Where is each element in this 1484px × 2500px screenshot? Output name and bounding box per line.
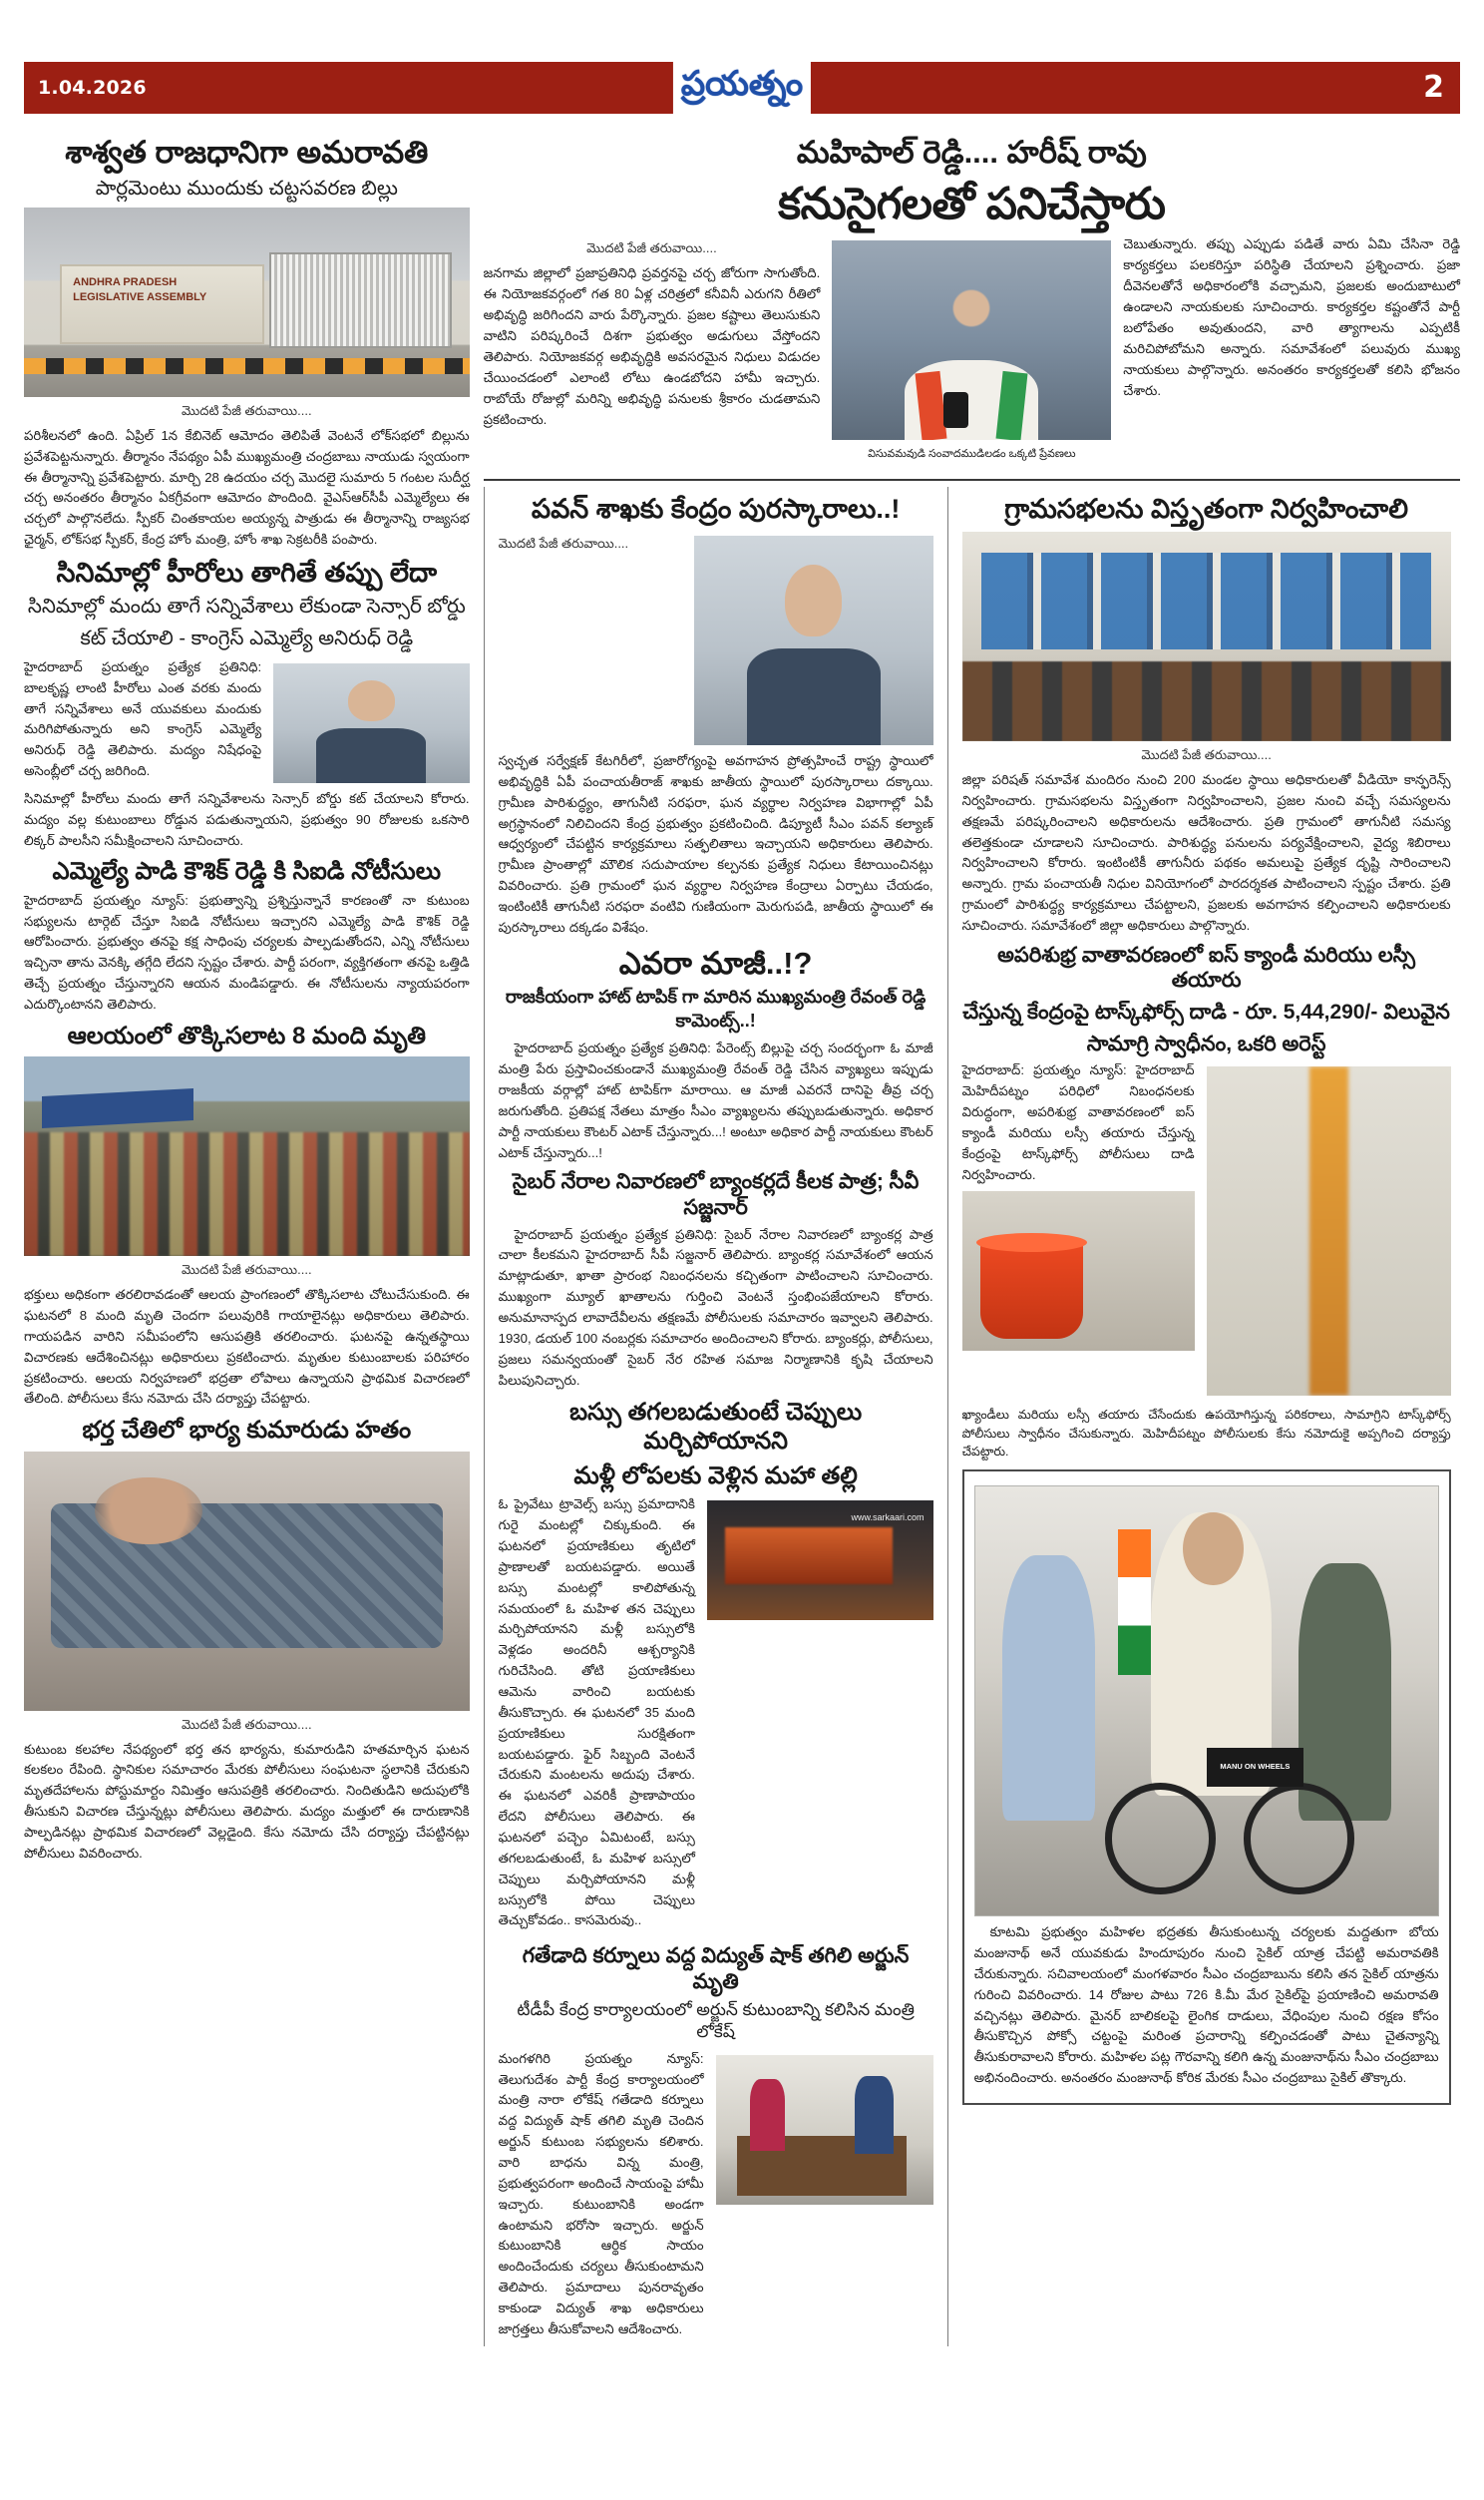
person-head [785,565,843,635]
story-body: హైదరాబాద్ ప్రయత్నం న్యూస్: ప్రభుత్వాన్ని ప్రశ్నిస్తున్నానే కారణంతో నా కుటుంబ సభ్యులను టార్గెట్ చేస్తూ సిఐడి నోటీసులు ఇచ్చారని ఎమ్మెల్యే పాడి కౌశిక్ రెడ్డి ఆరోపించారు. ప్రభుత్వం తనపై కక్ష సాధింపు చర్యలకు పాల్పడుతోందని, ఎన్ని నోటీసులు ఇచ్చినా తాను వెనక్కి తగ్గేది లేదని స్పష్టం చేశారు. పార్టీ పరంగా, వ్యక్తిగతంగా తనపై ఒత్తిడి తెచ్చే ప్రయత్నం చేస్తున్నారని ఆయన మండిపడ్డారు. ఈ నోటీసులను న్యాయపరంగా ఎదుర్కొంటానని తెలిపారు. [24,892,470,1013]
story-kaushik-reddy-cid-notice [24,857,470,1015]
top-lead-story [484,134,1460,481]
bus-photo-wrap [707,1494,933,1626]
story-body: మంగళగిరి ప్రయత్నం న్యూస్: తెలుగుదేశం పార్టీ కేంద్ర కార్యాలయంలో మంత్రి నారా లోకేష్ గతేడాది కర్నూలు వద్ద విద్యుత్ షాక్ తగిలి మృతి చెందిన అర్జున్ కుటుంబ సభ్యులను కలిశారు. వారి బాధను విన్న మంత్రి, ప్రభుత్వపరంగా అందించే సాయంపై హామీ ఇచ్చారు. కుటుంబానికి అండగా ఉంటామని భరోసా ఇచ్చారు. అర్జున్ కుటుంబానికి ఆర్థిక సాయం అందించేందుకు చర్యలు తీసుకుంటామని తెలిపారు. ప్రమాదాలు పునరావృతం కాకుండా విద్యుత్ శాఖ అధికారులు జాగ్రత్తలు తీసుకోవాలని ఆదేశించారు. [498,2050,704,2336]
story-headline: సినిమాల్లో హీరోలు తాగితే తప్పు లేదా [56,557,438,588]
person-right [1298,1563,1391,1821]
story-taskforce-raid-ice-candy [962,943,1451,1461]
story-lead-text [962,1060,1195,1357]
bicycle-placard [1207,1748,1303,1787]
person-torso [747,648,881,745]
story-headline: ఆలయంలో తొక్కిసలాట 8 మంది మృతి [67,1022,427,1049]
story-body: హైదరాబాద్ ప్రయత్నం ప్రత్యేక ప్రతినిధి: బాలకృష్ణ లాంటి హీరోలు ఎంత వరకు మందు తాగే సన్నివేశాలు అనే యువకులు మందుకు మరిగిపోతున్నారు అని కాంగ్రెస్ ఎమ్మెల్యే అనిరుధ్ రెడ్డి తెలిపారు. మద్యం నిషేధంపై అసెంబ్లీలో చర్చ జరిగింది. [24,658,262,779]
story-subhead-line-1: సినిమాల్లో మందు తాగే సన్నివేశాలు లేకుండా సెన్సార్ బోర్డు [27,595,466,618]
photo-caption: ఖ్యాండీలు మరియు లస్సీ తయారు చేసేందుకు ఉపయోగిస్తున్న పరికరాలు, సామాగ్రిని టాస్క్‌ఫోర్స్ పోలీసులు స్వాధీనం చేసుకున్నారు. మెహిదీపట్నం పోలీసులకు కేసు నమోదుకై అప్పగించి దర్యాప్తు చేపట్టారు. [961,1408,1451,1459]
story-subhead: టీడీపీ కేంద్ర కార్యాలయంలో అర్జున్ కుటుంబాన్ని కలిసిన మంత్రి లోకేష్ [517,1999,915,2041]
story-body: హైదరాబాద్: ప్రయత్నం న్యూస్: హైదరాబాద్ మెహిదీపట్నం పరిధిలో నిబంధనలకు విరుద్ధంగా, అపరిశుభ్ర వాతావరణంలో ఐస్ క్యాండీ మరియు లస్సీ తయారు చేస్తున్న కేంద్రంపై టాస్క్‌ఫోర్స్ పోలీసులు దాడి నిర్వహించారు. [961,1062,1195,1182]
story-body: జిల్లా పరిషత్ సమావేశ మందిరం నుంచి 200 మండల స్థాయి అధికారులతో వీడియో కాన్ఫరెన్స్ నిర్వహించారు. గ్రామసభలను విస్తృతంగా నిర్వహించాలని, ప్రజల నుంచి వచ్చే సమస్యలను తక్షణమే పరిష్కరించాలని అధికారులను ఆదేశించారు. ప్రతి గ్రామంలో తాగునీటి సమస్య తలెత్తకుండా చూడాలని సూచించారు. పారిశుద్ధ్య పనులను పర్యవేక్షించాలని, వైద్య శిబిరాలు నిర్వహించాలని కోరారు. ఇంటింటికీ తాగునీరు పథకం అమలుపై ప్రత్యేక దృష్టి సారించాలని అన్నారు. గ్రామ పంచాయతీ నిధుల వినియోగంలో పారదర్శకత పాటించాలని స్పష్టం చేశారు. ప్రతి గ్రామంలో పారిశుద్ధ్య కార్యక్రమాలు చేపట్టాలని, ప్రజలకు అవగాహన కల్పించాలని అధికారులకు సూచించారు. సమావేశంలో జిల్లా అధికారులు పాల్గొన్నారు. [961,771,1451,933]
andhra-pradesh-legislative-assembly-photo [24,208,470,397]
story-headline: సైబర్ నేరాల నివారణలో బ్యాంకర్లదే కీలక పాత్ర; సీవీ సజ్జనార్ [512,1170,920,1220]
story-body-continued: సినిమాల్లో హీరోలు మందు తాగే సన్నివేశాలను సెన్సార్ బోర్డు కట్ చేయాలని కోరారు. మద్యం వల్ల కుటుంబాలు రోడ్డున పడుతున్నాయని, ప్రభుత్వం 90 రోజులకు ఒకసారి లిక్కర్ పాలసీని సమీక్షించాలని సూచించారు. [24,790,470,848]
newspaper-logo [673,56,811,114]
story-headline-line-1: బస్సు తగలబడుతుంటే చెప్పులు మర్చిపోయానని [569,1398,863,1455]
person-center-face [1183,1512,1243,1585]
seized-bucket-photo [962,1191,1195,1351]
story-cyclist-meets-cm [962,1469,1451,2105]
right-side-wrap [484,128,1460,2422]
story-body: హైదరాబాద్ ప్రయత్నం ప్రత్యేక ప్రతినిధి: సైబర్ నేరాల నివారణలో బ్యాంకర్ల పాత్ర చాలా కీలకమని హైదరాబాద్ సీపీ సజ్జనార్ తెలిపారు. బ్యాంకర్ల సమావేశంలో ఆయన మాట్లాడుతూ, ఖాతా ప్రారంభ నిబంధనలను కచ్చితంగా పాటించాలని సూచించారు. ముఖ్యంగా మ్యూల్ ఖాతాలను గుర్తించి వెంటనే స్తంభింపజేయాలని కోరారు. అనుమానాస్పద లావాదేవీలను తక్షణమే పోలీసులకు సమాచారం ఇవ్వాలని తెలిపారు. 1930, డయల్ 100 నంబర్లకు సమాచారం అందించాలని కోరారు. బ్యాంకర్లు, పోలీసులు, ప్రజలు సమన్వయంతో సైబర్ నేర రహిత సమాజ నిర్మాణానికి కృషి చేయాలని పిలుపునిచ్చారు. [498,1226,933,1388]
top-story-photo-wrap [832,234,1111,469]
story-wife-son-killed [24,1416,470,1864]
story-body: కూటమి ప్రభుత్వం మహిళల భద్రతకు తీసుకుంటున్న చర్యలకు మద్దతుగా బోయ మంజునాథ్ అనే యువకుడు హిందూపురం నుంచి సైకిల్ యాత్ర చేపట్టి అమరావతికి చేరుకున్నారు. సచివాలయంలో మంగళవారం సీఎం చంద్రబాబును కలిసి తన సైకిల్ యాత్రను గురించి వివరించారు. 14 రోజుల పాటు 726 కి.మీ మేర సైకిల్‌పై ప్రయాణించి అమరావతి వచ్చినట్లు తెలిపారు. మైనర్ బాలికలపై లైంగిక దాడులు, వేధింపుల నుంచి రక్షణ కోసం తీసుకొచ్చిన పోక్సో చట్టంపై మరింత ప్రచారాన్ని కల్పించడంతో పాటు చైతన్యాన్ని తీసుకురావాలని కోరారు. మహిళల పట్ల గౌరవాన్ని కలిగి ఉన్న మంజునాథ్‌ను సీఎం చంద్రబాబు అభినందించారు. అనంతరం మంజునాథ్ కోరిక మేరకు సీఎం చంద్రబాబు సైకిల్ తొక్కారు. [973,1924,1439,2086]
continued-from-label: మొదటి పేజీ తరువాయి.... [1141,746,1272,762]
leader-press-meet-photo [832,240,1111,440]
story-headline: గతేడాది కర్నూలు వద్ద విద్యుత్ షాక్ తగిలి అర్జున్ మృతి [522,1944,910,1993]
story-body: ఓ ప్రైవేటు ట్రావెల్స్ బస్సు ప్రమాదానికి గురై మంటల్లో చిక్కుకుంది. ఈ ఘటనలో ప్రయాణికులు తృటిలో ప్రాణాలతో బయటపడ్డారు. అయితే బస్సు మంటల్లో కాలిపోతున్న సమయంలో ఓ మహిళ తన చెప్పులు మర్చిపోయానని మళ్లీ బస్సులోకి వెళ్లడం అందరినీ ఆశ్చర్యానికి గురిచేసింది. తోటి ప్రయాణికులు ఆమెను వారించి బయటకు తీసుకొచ్చారు. ఈ ఘటనలో 35 మంది ప్రయాణికులు సురక్షితంగా బయటపడ్డారు. ఫైర్ సిబ్బంది వెంటనే చేరుకుని మంటలను అదుపు చేశారు. ఈ ఘటనలో ఎవరికీ ప్రాణాపాయం లేదని పోలీసులు తెలిపారు. ఈ ఘటనలో పచ్చెం ఏమిటంటే, బస్సు తగలబడుతుంటే, ఓ మహిళ బస్సులో చెప్పులు మర్చిపోయానని మళ్లీ బస్సులోకి పోయి చెప్పులు తెచ్చుకోవడం.. కాసమెరువు.. [498,1496,695,1928]
story-body: జనగామ జిల్లాలో ప్రజాప్రతినిధి ప్రవర్తనపై చర్చ జోరుగా సాగుతోంది. ఈ నియోజకవర్గంలో గత 80 ఏళ్ల చరిత్రలో కనీవినీ ఎరుగని రీతిలో అభివృద్ధి జరిగిందని వారు పేర్కొన్నారు. ప్రజల కష్టాలు తెలుసుకుని వాటిని పరిష్కరించే దిశగా ప్రభుత్వం అడుగులు వేస్తోందని తెలిపారు. నియోజకవర్గ అభివృద్ధికి అవసరమైన నిధులు విడుదల చేయించడంలో ఎలాంటి లోటు ఉండబోదని హామీ ఇచ్చారు. రాబోయే రోజుల్లో మరిన్ని అభివృద్ధి పనులకు శ్రీకారం చుడతామని ప్రకటించారు. [483,265,821,427]
story-body: స్వచ్ఛత సర్వేక్షణ్ కేటగిరీలో, ప్రజారోగ్యంపై అవగాహన ప్రోత్సహించే రాష్ట్ర స్థాయిలో అభివృద్ధికి ఏపీ పంచాయతీరాజ్ శాఖకు జాతీయ స్థాయిలో పురస్కారాలు దక్కాయి. గ్రామీణ పారిశుద్ధ్యం, తాగునీటి సరఫరా, ఘన వ్యర్థాల నిర్వహణ విభాగాల్లో ఏపీ అగ్రస్థానంలో నిలిచిందని కేంద్ర ప్రభుత్వం ప్రకటించింది. డిప్యూటీ సీఎం పవన్ కల్యాణ్ ఆధ్వర్యంలో చేపట్టిన కార్యక్రమాలు సత్ఫలితాలు ఇచ్చాయని అధికారులు తెలిపారు. గ్రామీణ ప్రాంతాల్లో మౌలిక సదుపాయాల కల్పనకు ప్రత్యేక నిధులు కేటాయించినట్లు వివరించారు. ప్రతి గ్రామంలో ఘన వ్యర్థాల నిర్వహణ కేంద్రాలు ఏర్పాటు చేయడం, ఇంటింటికీ తాగునీటి సరఫరా వంటివి గుణియంగా మెరుగుపడి, జాతీయ స్థాయిలో ఈ పురస్కారాలు దక్కడం విశేషం. [498,752,933,935]
burnt-bus-photo [707,1500,933,1620]
anirudh-reddy-photo [273,663,470,783]
story-headline-line-2: మళ్లీ లోపలకు వెళ్లిన మహా తల్లి [573,1462,858,1490]
story-headline: శాశ్వత రాజధానిగా అమరావతి [65,135,429,170]
story-subhead: రాజకీయంగా హాట్ టాపిక్ గా మారిన ముఖ్యమంత్రి రేవంత్ రెడ్డి కామెంట్స్..! [505,987,927,1031]
story-lead-wrap [962,1060,1451,1402]
newspaper-logo-text: ప్రయత్నం [680,63,804,104]
continued-from-label: మొదటి పేజీ తరువాయి.... [586,240,717,256]
story-amaravati-capital [24,134,470,551]
placard-line-1: MANU ON WHEELS [1220,1762,1291,1772]
person-torso [316,728,426,783]
story-who-is-the-ex-minister [499,945,933,1164]
pawan-photo-wrap [694,530,933,751]
section-divider [484,479,1460,481]
indian-flag-icon [1118,1529,1150,1675]
bicycle-wheel-front [1105,1783,1216,1893]
story-pawan-awards [499,493,933,939]
lower-columns [484,487,1460,2346]
cloth-photo-wrap [1207,1060,1451,1402]
story-headline: భర్త చేతిలో భార్య కుమారుడు హతం [82,1417,412,1445]
anirudh-reddy-photo-wrap [273,657,470,789]
continued-from-label: మొదటి పేజీ తరువాయి.... [182,402,312,418]
chandrababu-naidu-bicycle-photo [974,1485,1439,1916]
story-body: చెబుతున్నారు. తప్పు ఎప్పుడు పడితే వారు ఏమి చేసినా రెడ్డి కార్యకర్తలు పలకరిస్తూ పరిస్థితి చేయాలని ప్రశ్నించారు. ప్రజా దీవెనలతోనే అధికారంలోకి వచ్చామని, ప్రజలకు అందుబాటులో ఉండాలని నాయకులకు సూచించారు. కార్యకర్తల కష్టంతోనే పార్టీ బలోపేతం అవుతుందని, వారి త్యాగాలను ఎప్పటికీ మరిచిపోబోమని అన్నారు. సమావేశంలో పలువురు ముఖ్య నాయకులు పాల్గొన్నారు. అనంతరం కార్యకర్తలతో కలిసి భోజనం చేశారు. [1123,236,1460,398]
crime-scene-photo [24,1452,470,1711]
assembly-gate [269,252,452,347]
top-story-kicker: మహిపాల్ రెడ్డి.... హరీష్ రావు [796,135,1147,170]
story-headline-line-2: చేస్తున్న కేంద్రంపై టాస్క్‌ఫోర్స్ దాడి - రూ. 5,44,290/- విలువైన [962,1001,1450,1025]
bicycle-wheel-rear [1244,1783,1354,1893]
photo-caption: విసువమవుడి సంవాదముడిలడం ఒక్కటి ప్రేవణలు [868,448,1076,461]
story-headline: పవన్ శాఖకు కేంద్రం పురస్కారాలు..! [531,493,901,524]
person-one [750,2079,785,2151]
story-lokesh-meets-arjun-family [499,1943,933,2345]
masthead-bar [24,62,1460,114]
story-headline: ఎమ్మెల్యే పాడి కౌశిక్ రెడ్డి కి సిఐడి నోటీసులు [52,858,442,886]
red-bucket [980,1239,1083,1338]
story-lead-text [24,657,261,788]
continued-from-label: మొదటి పేజీ తరువాయి.... [182,1262,312,1278]
unhygienic-cloth-photo [1207,1066,1451,1396]
newspaper-page [0,62,1484,2500]
story-body: పరిశీలనలో ఉంది. ఏప్రిల్ 1న కేబినెట్ ఆమోదం తెలిపితే వెంటనే లోక్‌సభలో బిల్లును ప్రవేశపెట్టనున్నారు. తీర్మానం నేపథ్యం ఏపీ ముఖ్యమంత్రి చంద్రబాబు నాయుడు స్వయంగా ఈ తీర్మానాన్ని ప్రవేశపెట్టారు. మార్చి 28 ఉదయం చర్చ మొదలై సుమారు 5 గంటల సుదీర్ఘ చర్చ అనంతరం తీర్మానం ఏకగ్రీవంగా ఆమోదం పొందింది. వైఎస్ఆర్‌సీపీ ఎమ్మెల్యేలు ఈ చర్చలో పాల్గొనలేదు. స్పీకర్ చింతకాయల అయ్యన్న పాత్రుడు ఈ తీర్మానాన్ని రాజ్యసభ ఛైర్మన్, లోక్‌సభ స్పీకర్, కేంద్ర హోం మంత్రి, హోం శాఖ సెక్రటరీకి పంపారు. [24,427,470,548]
story-headline: గ్రామసభలను విస్తృతంగా నిర్వహించాలి [1004,493,1409,524]
story-headline-line-3: సామాగ్రి స్వాధీనం, ఒకరి అరెస్ట్ [1086,1032,1326,1055]
story-cinema-liquor-scenes [24,557,470,852]
story-temple-stampede [24,1022,470,1410]
top-story-grid [484,234,1460,469]
story-lead-wrap [499,1494,933,1937]
left-column [24,128,484,2422]
right-column [948,487,1451,2346]
story-body: భక్తులు అధికంగా తరలిరావడంతో ఆలయ ప్రాంగణంలో తొక్కిసలాట చోటుచేసుకుంది. ఈ ఘటనలో 8 మంది మృతి చెందగా పలువురికి గాయాలైనట్లు అధికారులు తెలిపారు. గాయపడిన వారిని సమీపంలోని ఆసుపత్రికి తరలించారు. ఘటనపై ఉన్నతస్థాయి విచారణకు ఆదేశించినట్లు అధికారులు ప్రకటించారు. మృతుల కుటుంబాలకు పరిహారం ప్రకటించారు. ఆలయ నిర్వహణలో భద్రతా లోపాలు ఉన్నాయని ప్రాథమిక విచారణలో తేలింది. పోలీసులు కేసు నమోదు చేసి దర్యాప్తు చేపట్టారు. [24,1287,470,1407]
road-curb [24,358,470,374]
story-body: హైదరాబాద్ ప్రయత్నం ప్రత్యేక ప్రతినిధి: పేరెంట్స్ బిల్లుపై చర్చ సందర్భంగా ఓ మాజీ మంత్రి పేరు ప్రస్తావించకుండానే ముఖ్యమంత్రి రేవంత్ రెడ్డి చేసిన వ్యాఖ్యలు ఇప్పుడు రాజకీయ వర్గాల్లో హాట్ టాపిక్‌గా మారాయి. ఆ మాజీ ఎవరనే దానిపై తీవ్ర చర్చ జరుగుతోంది. ప్రతిపక్ష నేతలు మాత్రం సీఎం వ్యాఖ్యలను తప్పుబడుతున్నారు. అధికార పార్టీ నాయకులు కౌంటర్ ఎటాక్ చేస్తున్నారు...! అంటూ అధికార పార్టీ నాయకులు కౌంటర్ ఎటాక్ చేస్తున్నారు...! [498,1041,933,1160]
person-head [348,680,395,721]
story-lead-text [499,2049,704,2346]
story-body: కుటుంబ కలహాల నేపథ్యంలో భర్త తన భార్యను, కుమారుడిని హతమార్చిన ఘటన కలకలం రేపింది. స్థానికుల సమాచారం మేరకు పోలీసులు సంఘటనా స్థలానికి చేరుకుని మృతదేహాలను పోస్టుమార్టం నిమిత్తం ఆసుపత్రికి తరలించారు. నిందితుడిని అదుపులోకి తీసుకుని విచారణ చేస్తున్నట్లు పోలీసులు తెలిపారు. మద్యం మత్తులో ఈ దారుణానికి పాల్పడినట్లు ప్రాథమిక విచారణలో వెల్లడైంది. కేసు నమోదు చేసి దర్యాప్తు చేపట్టినట్లు పోలీసులు వివరించారు. [24,1741,470,1861]
microphone [943,392,968,428]
video-conference-meeting-photo [962,532,1451,741]
story-subhead: పార్లమెంటు ముందుకు చట్టసవరణ బిల్లు [95,177,398,200]
temple-stampede-crowd-photo [24,1056,470,1256]
publication-date: 1.04.2026 [38,77,147,99]
person-left [1002,1555,1095,1822]
top-story-headline: కనుసైగలతో పనిచేస్తారు [778,179,1166,228]
continued-from-label: మొదటి పేజీ తరువాయి.... [498,535,629,551]
continued-from-label: మొదటి పేజీ తరువాయి.... [182,1716,312,1732]
story-bus-fire-slippers [499,1398,933,1938]
person-two [855,2076,894,2154]
story-lead-text [499,1494,695,1937]
story-lead-wrap [24,657,470,789]
top-story-left-text [484,234,821,436]
story-subhead-line-2: కట్ చేయాలి - కాంగ్రెస్ ఎమ్మెల్యే అనిరుధ్ రెడ్డి [80,626,414,649]
canopy-shade [42,1088,193,1128]
story-headline: ఎవరా మాజీ..!? [618,945,813,981]
top-story-right-text [1123,234,1460,407]
story-lead-wrap [499,530,933,751]
story-cyber-crime-bankers [499,1169,933,1391]
office-photo-wrap [716,2049,933,2211]
story-lead-text [499,530,682,559]
page-columns [24,128,1460,2422]
page-number: 2 [1423,70,1444,105]
minister-lokesh-office-photo [716,2055,933,2205]
middle-column [484,487,948,2346]
pawan-kalyan-photo [694,536,933,745]
story-gram-sabha [962,493,1451,937]
story-headline-line-1: అపరిశుభ్ర వాతావరణంలో ఐస్ క్యాండీ మరియు లస్సీ తయారు [997,943,1416,993]
story-lead-wrap [499,2049,933,2346]
